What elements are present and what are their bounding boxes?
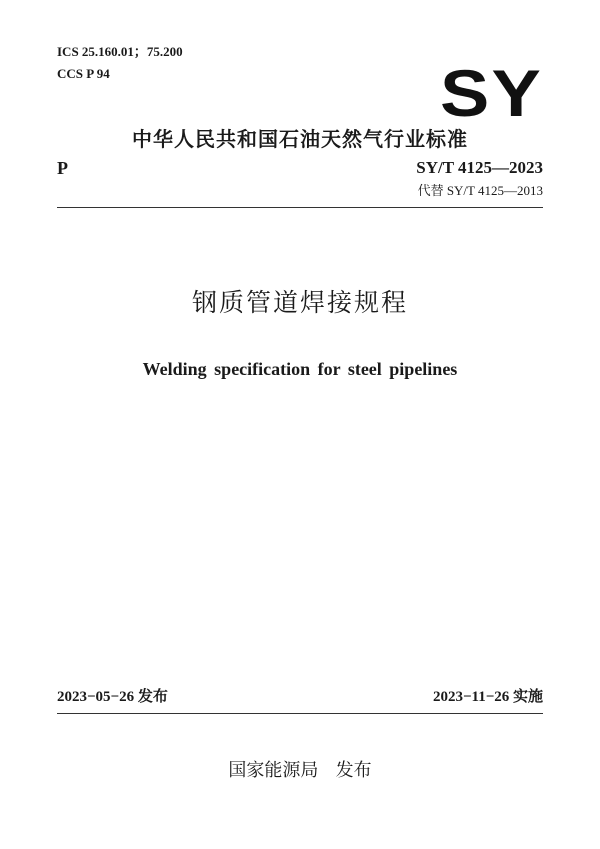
standard-number: SY/T 4125—2023 <box>416 158 543 177</box>
implementation-date: 2023−11−26 实施 <box>432 689 543 705</box>
replaces-standard: 代替 SY/T 4125—2013 <box>417 183 543 198</box>
publisher: 国家能源局 发布 <box>228 760 372 781</box>
footer-divider <box>57 713 543 714</box>
standard-organization: 中华人民共和国石油天然气行业标准 <box>132 127 468 151</box>
ccs-code: CCS P 94 <box>57 66 110 81</box>
sy-logo: SY <box>440 56 544 130</box>
header-divider <box>57 207 543 208</box>
document-title-english: Welding specification for steel pipelines <box>142 359 458 379</box>
classification-letter: P <box>57 158 68 178</box>
document-title-chinese: 钢质管道焊接规程 <box>191 288 408 317</box>
ics-code: ICS 25.160.01；75.200 <box>57 44 183 59</box>
issue-date: 2023−05−26 发布 <box>57 689 168 705</box>
